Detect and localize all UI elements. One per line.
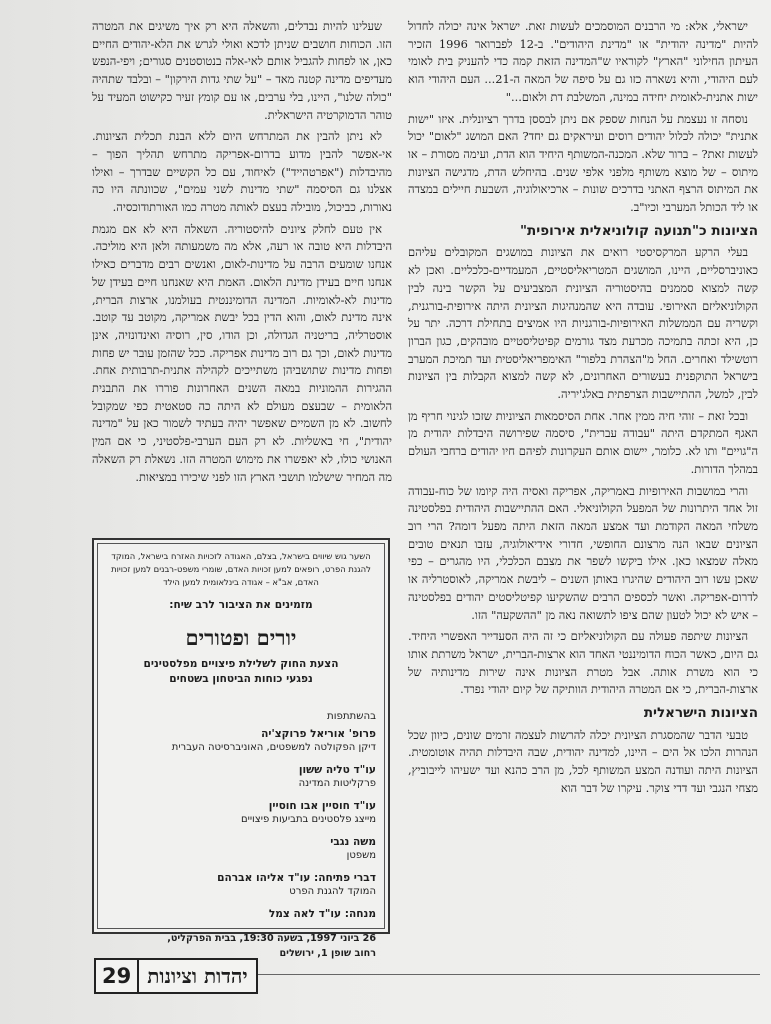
speaker-entry — [106, 763, 376, 791]
ad-subtitle — [106, 657, 376, 687]
ad-subtitle-line: הצעת החוק לשלילת פיצויים מפלסטינים — [143, 658, 339, 670]
event-date-time: 26 ביוני 1997, בשעה 19:30, בבית הפרקליט, — [167, 933, 376, 944]
speaker-entry — [106, 835, 376, 863]
opening-role: המוקד להגנת הפרט — [289, 886, 376, 897]
paragraph: לא ניתן להבין את המתרחש היום ללא הבנת תכלית הציונות. אי-אפשר להבין מדוע בדרום-אפריקה מתרחש תהליך הפוך – מהיבדלות ("אפרטהייד") לאיחוד, עם כל הקשיים שבדרך – ואילו אצלנו גם הסיסמה "שתי מדינות לשני עמים", שכוונתה היו כה נאורות, כביכול, מובילה בעצם לאותה מטרה כמו האורתודוכסיה. — [92, 129, 392, 215]
paragraph: טבעי הדבר שהמסגרת הציונית יכלה להרשות לעצמה זרמים שונים, כיוון שכל הנהרות הלכו אל הים – היינו, למדינה יהודית, שבה היבדלות תהיה אוטומטית. הציונות היתה ועודנה המצע המשותף לכל, מן הרב כהנא ועד ישעיהו לייבוביץ, מצחי הנגבי ועד דדי צוקר. עיקרו של דבר הוא — [408, 727, 758, 795]
event-address: רחוב שופן 1, ירושלים — [279, 948, 376, 959]
speaker-name: עו"ד טליה ששון — [298, 764, 376, 776]
article-column-left — [92, 18, 392, 528]
paragraph: והרי במושבות האירופיות באמריקה, אפריקה ואסיה היה קיומו של כוח-עבודה זול אחד היתרונות של המפעל הקולוניאלי. האם ההתיישבות היהודית בפלסטינה משלחי המאה הקודמת ועד אמצע המאה הזאת היתה מפעל דומה? הרי רוב הציונים שבאו הנה מרצונם החופשי, חדורי אידיאולוגיה, עזבו תנאים טובים מאלה שמצאו כאן. אילו ביקשו לשפר את מצבם הכלכלי, היו מהגרים – כפי שאכן עשו רוב היהודים שהיגרו באותן השנים – ליבשת אמריקה, לאוסטרליה או לדרום-אפריקה. ואשר לכספים הרבים שהשקיעו קפיטליסטים יהודים בפלסטינה – איש לא יכול לטעון שהם ציפו לתשואה נאה מן "ההשקעה" הזו. — [408, 483, 758, 622]
ad-subtitle-line: נפגעי כוחות הביטחון בשטחים — [169, 673, 313, 685]
moderator-entry — [106, 907, 376, 921]
paragraph: נוסחה זו נעצמת על הנחות שספק אם ניתן לבססן בדרך רציונלית. איזו "ישות אתנית" יכולה לכלול יהודים רוסים ועיראקים גם יחד? האם המושג "לאום" יכול לעשות זאת? – ברור שלא. המכנה-המשותף היחיד הוא הדת, ועימה מסורת – או מיתוס – של מוצא משותף מלפני אלפי שנים. בהיחלש הדת, מדגישה הציונות את המיתוס הרצף האתני בדרכים שונות – ארכיאולוגיה, השבעת חיילים במצדה או ליד הכותל המערבי וכיו"ב. — [408, 111, 758, 215]
opening-speaker: דברי פתיחה: עו"ד אליהו אברהם — [217, 872, 376, 884]
speaker-entry — [106, 727, 376, 755]
ad-organizers: השער גוש שיווים בישראל, בצלם, האגודה לזכויות האזרח בישראל, המוקד להגנת הפרט, רופאים למען זכויות האדם, שומרי משפט-רבנים למען זכויות האדם, אב"א – אגודה בינלאומית למען הילד — [111, 551, 371, 587]
event-advertisement — [92, 538, 390, 959]
paragraph: הציונות שיתפה פעולה עם הקולוניאליזם כי זה היה הסעדייר האפשרי היחיד. גם היום, כאשר הכוח הדומיננטי האחד הוא ארצות-הברית, ישראל משרתת אותו כי הוא משרת אותה. אבל מטרת הציונות אינה שירות מדינותיה של ארצות-הברית, כי אם המטרה היהודית הוותיקה של קיום יהודי נפרד. — [408, 629, 758, 697]
paragraph: ישראלי, אלא: מי הרבנים המוסמכים לעשות זאת. ישראל אינה יכולה לחדול להיות "מדינה יהודית" או "מדינת היהודים". ב-12 לפברואר 1996 הזכיר העיתון החילוני "הארץ" לקוראיו ש"המדינה הזאת קמה כדי להעניק בית לאומי לעם היהודי, והיא נשארה כזו גם על סיפה של המאה ה-21... העם היהודי הוא ישות אתנית-לאומית יחידה במינה, המשלבת דת ולאום..." — [408, 19, 759, 104]
opening-remarks — [106, 871, 376, 899]
speaker-name: עו"ד חוסיין אבו חוסיין — [268, 800, 376, 812]
speaker-name: פרופ' אוריאל פרוקצ'יה — [261, 728, 376, 740]
ad-title: יורים ופטורים — [185, 625, 297, 650]
ad-participation-label: בהשתתפות — [327, 711, 376, 722]
ad-invitation: מזמינים את הציבור לרב שיח: — [169, 599, 313, 611]
page-footer — [94, 958, 258, 994]
moderator: מנחה: עו"ד לאה צמל — [268, 908, 376, 920]
section-heading: הציונות כ"תנועה קולוניאלית אירופית" — [519, 222, 758, 239]
page-number: 29 — [96, 960, 139, 992]
paragraph: שעלינו להיות נבדלים, והשאלה היא רק איך משיגים את המטרה הזו. הכוחות חושבים שניתן לדכא ואולי לגרש את הלא-יהודים החיים כאן, או לפחות להגביל אותם לאי-אלה בנטוסטנים סגורים; ויפי-הנפש מעדיפים מדינה קטנה מאד – "על שתי גדות הירקון" – ובלבד שתהיה "כולה שלנו", היינו, בלי ערבים, או עם קומץ זעיר כקישוט המעיד על טוהר הדמוקרטיה הישראלית. — [92, 19, 392, 122]
section-heading: הציונות הישראלית — [643, 705, 758, 722]
speaker-name: משה נגבי — [330, 836, 376, 848]
speaker-role: דיקן הפקולטה למשפטים, האוניברסיטה העברית — [171, 742, 376, 753]
article-column-right — [408, 18, 758, 1003]
footer-divider — [240, 974, 760, 975]
paragraph: אין טעם לחלק ציונים להיסטוריה. השאלה היא לא אם מגמת היבדלות היא טובה או רעה, אלא מה משמעותה ולאן היא מוליכה. אנחנו שומעים הרבה על מדינות-לאום, ואנשים רבים מדברים כאילו אנחנו חיים בעידן מדינת הלאום. האמת היא שאנחנו חיים בעידן של מדינות לא-לאומיות. המדינה הדומיננטית בעולמנו, ארצות הברית, אינה מדינת לאום, והוא הדין בכל יבשת אמריקה, מקוטב עד קוטב. אוסטרליה, בריטניה הגדולה, וכן הודו, סין, רוסיה ואינדונזיה, אינן מדינות לאום, וכך גם רוב מדינות אפריקה. ככל שהזמן עובר יש פחות ופחות מדינות שתושביהן משתייכים לקהילה אתנית-תרבותית אחת. ההגירות ההמוניות במאה השנים האחרונות פוררו את התבנית הלאומית – שבעצם מעולם לא היתה כה סטאטית כפי שמקובל לחשוב. לא מן השמיים שאפשר יהיה בעתיד לשמור כאן על "מדינה יהודית", חי באשליות. לא רק העם הערבי-פלסטיני, כי אם המין האנושי כולו, לא יאפשרו את מימוש המטרה הזו. נשאלת רק השאלה מה המחיר שישלמו תושבי הארץ הזו לפני שיכירו במציאות. — [92, 221, 392, 484]
magazine-title: יהדות וציונות — [147, 963, 248, 988]
speaker-entry — [106, 799, 376, 827]
speaker-role: פרקליטות המדינה — [298, 778, 376, 789]
speaker-role: משפטן — [346, 850, 376, 861]
event-details — [106, 931, 376, 961]
paragraph: בעלי הרקע המרקסיסטי רואים את הציונות במושגים המקובלים עליהם כאוניברסליים, היינו, המושגים המטריאליסטיים, המעמדיים-כלכליים. ואכן לא קשה למצוא סממנים בהיסטוריה הציונית המצביעים על הקשר בינה לבין הקולוניאליזם האירופי. עובדה היא שהמנהיגות הציונית היתה אירופית-בורגנית, וקשריה עם הממשלות האירופיות-בורגניות היו אמיצים בתחילת דרכה. יתר על כן, היא זכתה בתמיכה מכרעת מצד גורמים קפיטליסטיים מובהקים, כגון הברון רוטשילד ואחרים. החל מ"הצהרת בלפור" האימפריאליסטית ועד תמיכת המערב בישראל התוקפנית בעשורים האחרונים, לא קשה למצוא הקבלות בין הציונות לבין, למשל, ההתיישבות הצרפתית באלג'יריה. — [408, 245, 758, 402]
paragraph: ובכל זאת – זוהי חיה ממין אחר. אחת הסיסמאות הציוניות שזכו לגינוי חריף מן האגף המתקדם היתה "עבודה עברית", סיסמה שפירושה היבדלות יהודית מן ה"גויים" ותו לא. כלומר, יישום אותם העקרונות לפיהם חיו יהודים ברחבי העולם במהלך הדורות. — [408, 408, 758, 476]
speaker-role: מייצג פלסטינים בתביעות פיצויים — [240, 814, 376, 825]
